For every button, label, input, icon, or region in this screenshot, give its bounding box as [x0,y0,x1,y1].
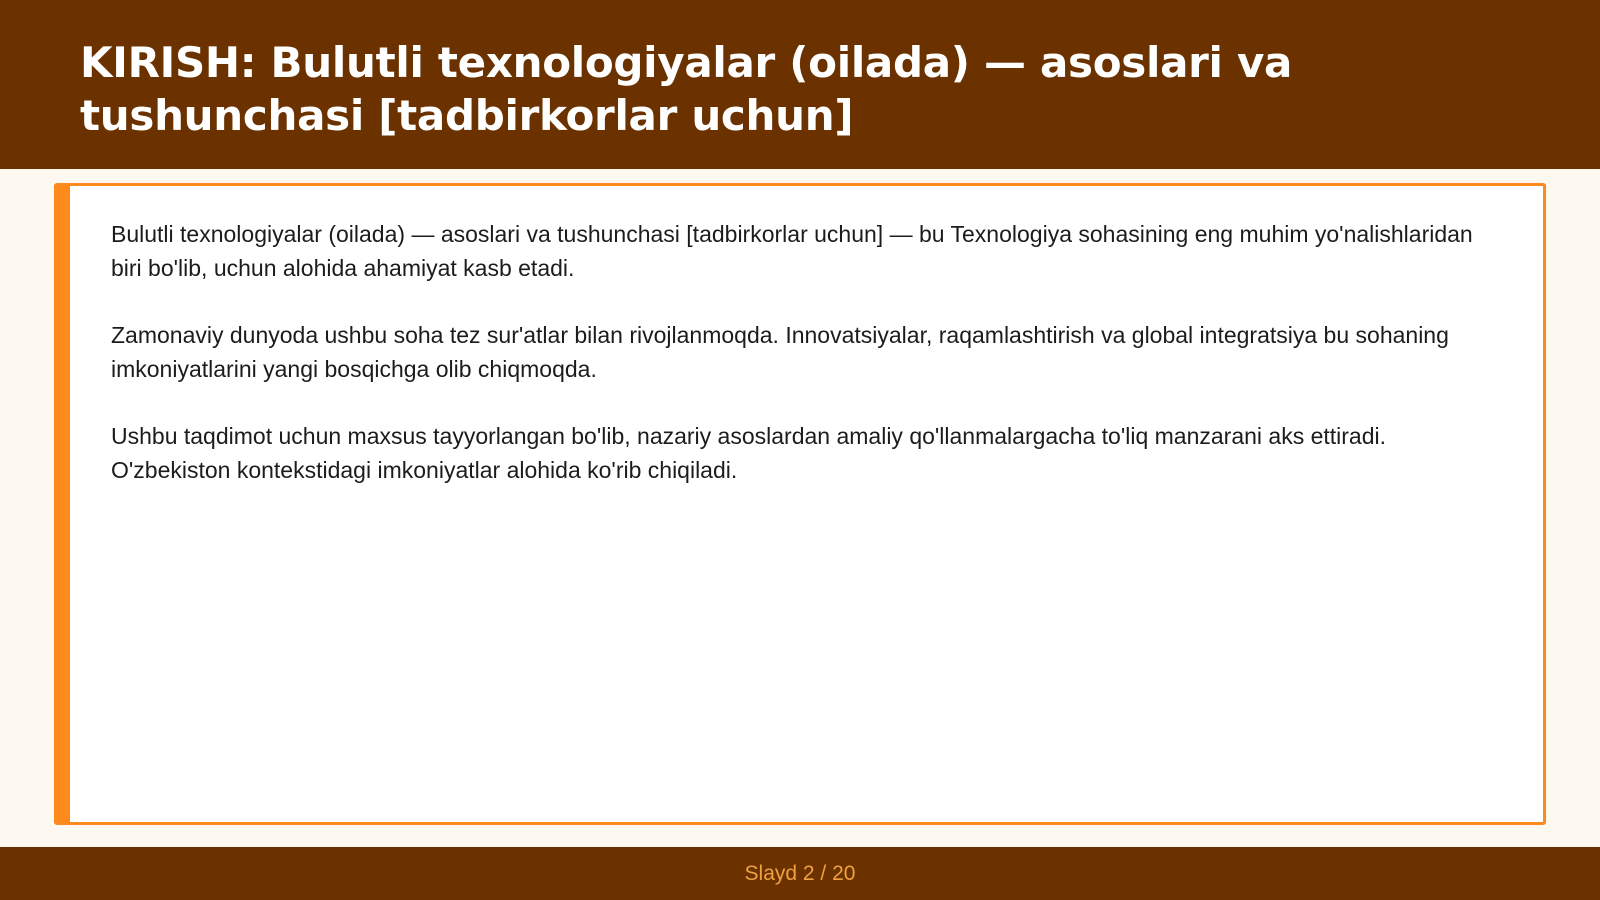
content-card [54,183,1546,825]
presentation-paragraph: Ushbu taqdimot uchun maxsus tayyorlangan bo'lib, nazariy asoslardan amaliy qo'llanmalargacha to'liq manzarani aks ettiradi. O'zbekiston kontekstidagi imkoniyatlar alohida ko'rib chiqiladi. [111,423,1387,483]
footer-bar [0,847,1600,900]
intro-paragraph: Bulutli texnologiyalar (oilada) — asoslari va tushunchasi [tadbirkorlar uchun] — bu Texnologiya sohasining eng muhim yo'nalishlaridan biri bo'lib, uchun alohida ahamiyat kasb etadi. [111,221,1473,281]
title-bar [0,0,1600,169]
slide-title: KIRISH: Bulutli texnologiyalar (oilada) — asoslari va tushunchasi [tadbirkorlar uchun] [80,38,1293,140]
development-paragraph: Zamonaviy dunyoda ushbu soha tez sur'atlar bilan rivojlanmoqda. Innovatsiyalar, raqamlashtirish va global integratsiya bu sohaning imkoniyatlarini yangi bosqichga olib chiqmoqda. [111,322,1449,382]
slide-counter: Slayd 2 / 20 [744,861,856,885]
